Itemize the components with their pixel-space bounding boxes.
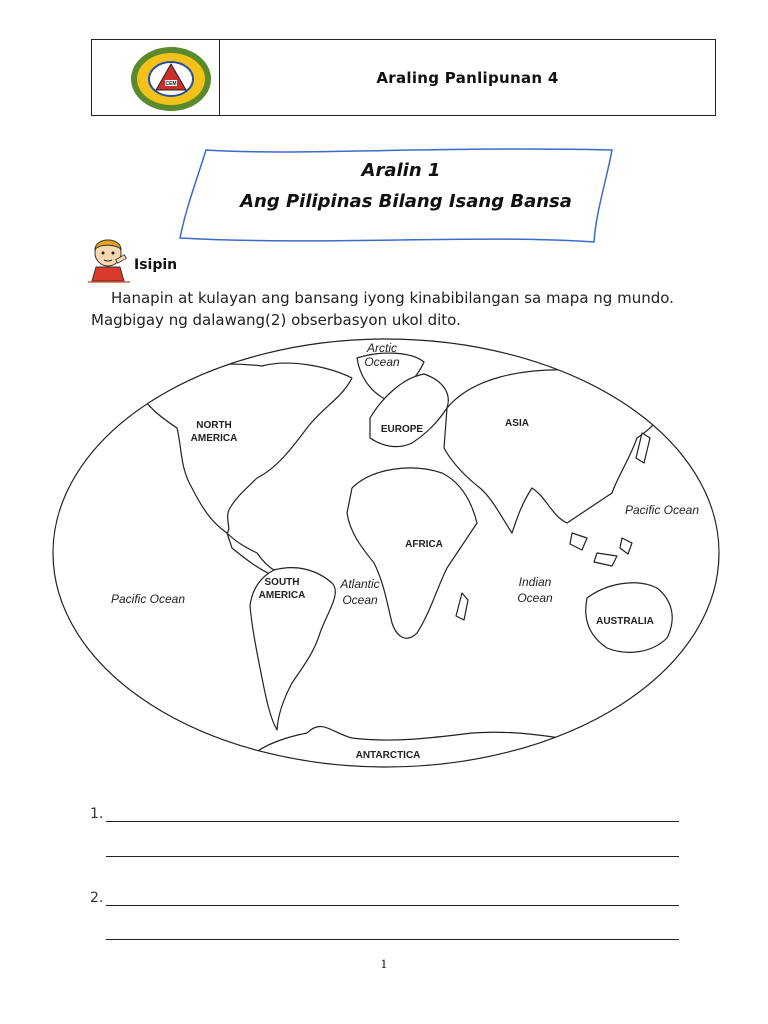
central-america-shape — [227, 533, 274, 574]
label-south-america-1: SOUTH — [264, 577, 300, 588]
answer-line-2b[interactable] — [106, 939, 679, 940]
se-asia-islands-shape — [570, 533, 632, 566]
label-north-america-1: NORTH — [196, 420, 232, 431]
label-indian-2: Ocean — [517, 591, 553, 605]
thinking-kid-icon — [86, 235, 132, 283]
label-arctic-1: Arctic — [367, 341, 397, 355]
school-seal-logo — [130, 46, 212, 112]
header-box — [91, 39, 716, 116]
banner-text — [176, 160, 616, 212]
label-south-america-2: AMERICA — [258, 590, 306, 601]
instruction-text — [91, 287, 681, 331]
world-map — [52, 338, 720, 768]
label-pacific-right: Pacific Ocean — [624, 503, 700, 517]
label-australia: AUSTRALIA — [596, 616, 654, 627]
label-asia: ASIA — [505, 418, 529, 429]
instruction-body: Hanapin at kulayan ang bansang iyong kinabibilangan sa mapa ng mundo. Magbigay ng dalawang(2) obserbasyon ukol dito. — [91, 289, 674, 329]
label-north-america-2: AMERICA — [190, 433, 238, 444]
answer-line-1b[interactable] — [106, 856, 679, 857]
label-atlantic-2: Ocean — [342, 593, 378, 607]
label-arctic-2: Ocean — [364, 355, 400, 369]
label-atlantic-1: Atlantic — [340, 577, 380, 591]
new-zealand-shape — [688, 643, 700, 668]
label-indian-1: Indian — [518, 575, 552, 589]
label-europe: EUROPE — [380, 424, 424, 435]
answer-line-2a[interactable] — [106, 905, 679, 906]
logo-text: CEM — [165, 81, 177, 87]
answer-line-1a[interactable] — [106, 821, 679, 822]
section-label: Isipin — [134, 257, 178, 273]
answer-number-1: 1. — [90, 806, 104, 822]
antarctica-shape — [242, 727, 642, 768]
label-pacific-left: Pacific Ocean — [110, 592, 186, 606]
answer-number-2: 2. — [90, 890, 104, 906]
north-america-shape — [130, 363, 352, 533]
page-number: 1 — [380, 958, 388, 971]
lesson-title: Ang Pilipinas Bilang Isang Bansa — [240, 191, 572, 212]
madagascar-shape — [456, 593, 468, 620]
label-africa: AFRICA — [405, 539, 443, 550]
subject-title: Araling Panlipunan 4 — [376, 68, 559, 87]
label-antarctica: ANTARCTICA — [355, 750, 421, 761]
lesson-number: Aralin 1 — [361, 160, 441, 181]
